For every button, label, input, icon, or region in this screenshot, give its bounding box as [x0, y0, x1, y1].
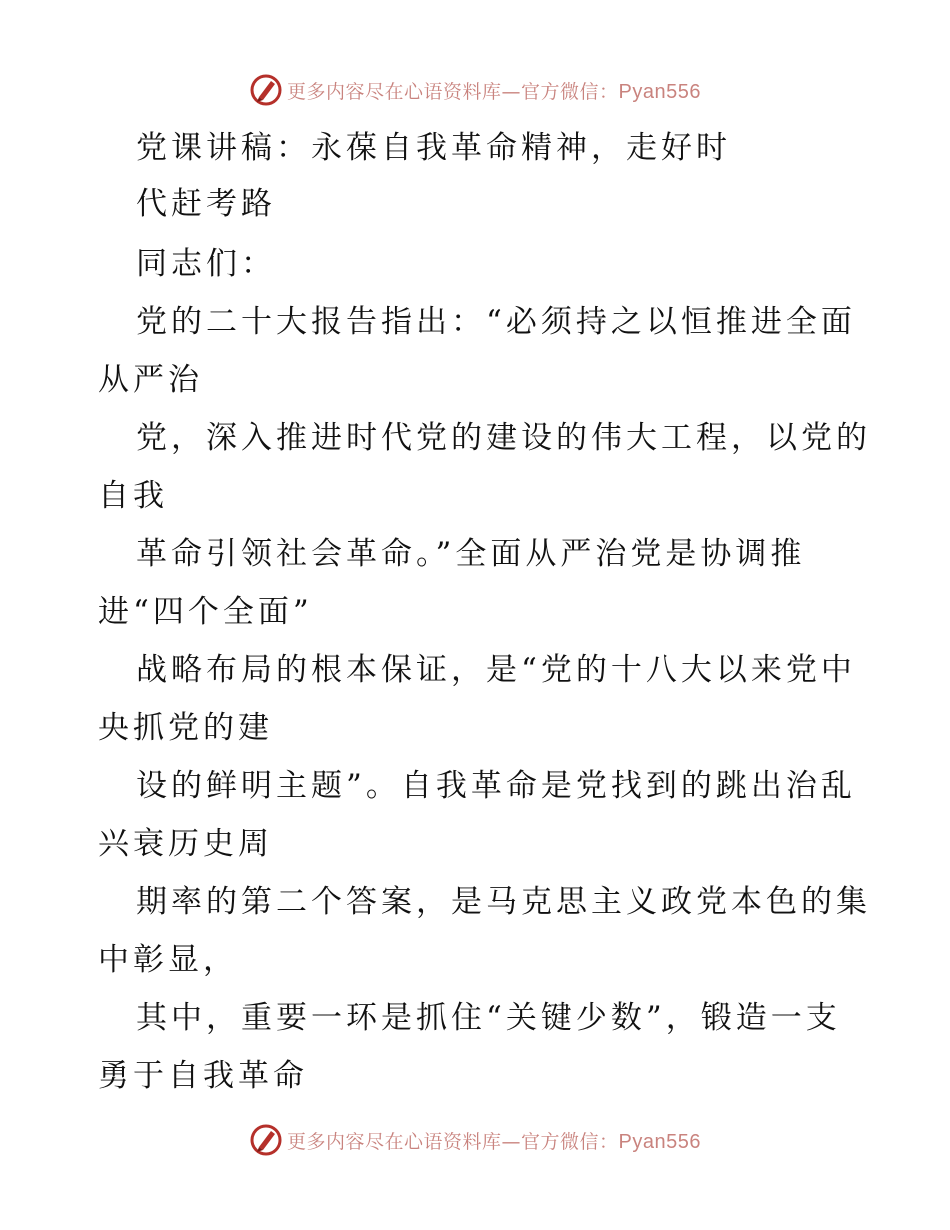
body-line: 从严治 [98, 362, 203, 398]
watermark-footer [0, 1120, 950, 1160]
watermark-text: 更多内容尽在心语资料库—官方微信：Pyan556 [287, 80, 701, 103]
body-line: 党的二十大报告指出：“必须持之以恒推进全面 [136, 304, 856, 340]
body-line: 期率的第二个答案，是马克思主义政党本色的集 [136, 884, 871, 920]
pen-logo-icon [249, 73, 283, 107]
watermark-text: 更多内容尽在心语资料库—官方微信：Pyan556 [287, 1130, 701, 1153]
watermark-handle: Pyan556 [618, 80, 701, 103]
body-line: 战略布局的根本保证，是“党的十八大以来党中 [136, 652, 856, 688]
body-line: 兴衰历史周 [98, 826, 273, 862]
watermark-header [0, 70, 950, 110]
body-line: 央抓党的建 [98, 710, 273, 746]
body-line: 党，深入推进时代党的建设的伟大工程，以党的 [136, 420, 871, 456]
body-line: 革命引领社会革命。”全面从严治党是协调推 [136, 536, 806, 572]
document-title-line-1: 党课讲稿：永葆自我革命精神，走好时 [136, 130, 731, 166]
salutation: 同志们： [136, 246, 276, 282]
body-line: 中彰显， [98, 942, 238, 978]
watermark-handle: Pyan556 [618, 1130, 701, 1153]
body-line: 勇于自我革命 [98, 1058, 308, 1094]
body-line: 其中，重要一环是抓住“关键少数”，锻造一支 [136, 1000, 841, 1036]
body-line: 自我 [98, 478, 168, 514]
document-title-line-2: 代赶考路 [136, 186, 276, 222]
body-line: 设的鲜明主题”。自我革命是党找到的跳出治乱 [136, 768, 856, 804]
pen-logo-icon [249, 1123, 283, 1157]
body-line: 进“四个全面” [98, 594, 313, 630]
